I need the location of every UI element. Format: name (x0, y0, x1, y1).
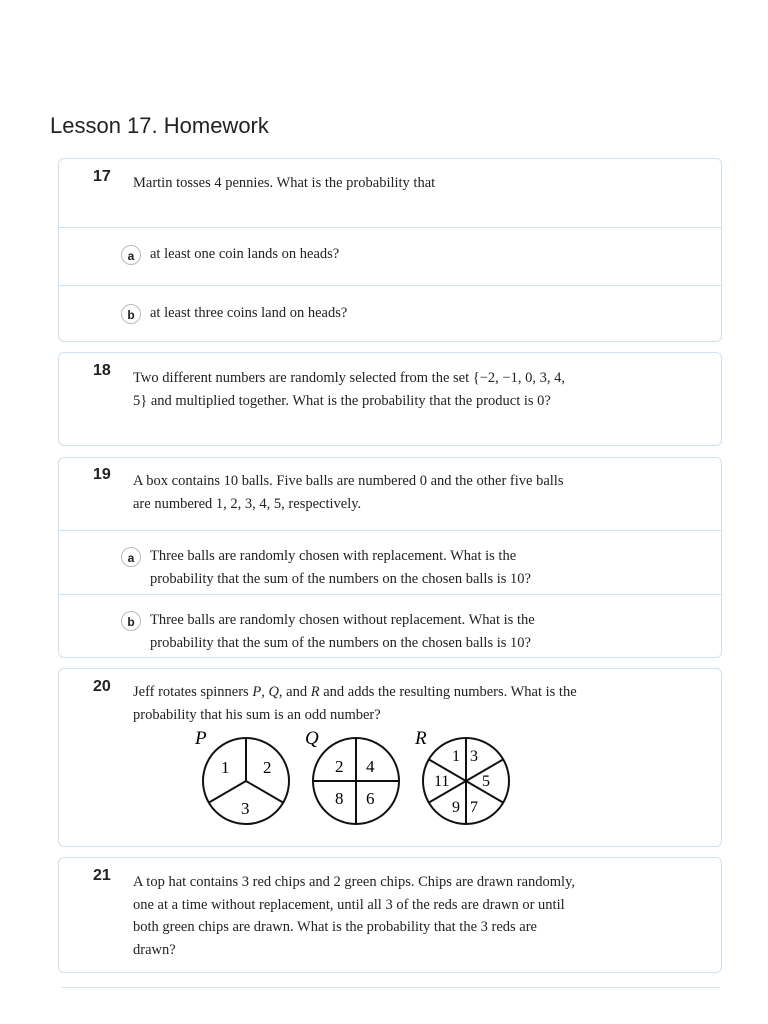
problem-stem (59, 458, 721, 530)
spinners-figure (189, 725, 519, 831)
page-title: Lesson 17. Homework (50, 113, 269, 138)
problem-text: Martin tosses 4 pennies. What is the probability that (133, 175, 436, 191)
problem-stem (59, 159, 721, 227)
part-badge-b: b (121, 304, 141, 324)
problem-text: A box contains 10 balls. Five balls are numbered 0 and the other five balls are numbered 1, 2, 3, 4, 5, respectively. (133, 473, 564, 512)
spinner-number: 6 (366, 789, 375, 808)
part-text: at least three coins land on heads? (150, 305, 348, 321)
problem-number: 20 (93, 678, 111, 695)
spinner-number: 3 (470, 748, 478, 765)
problem-card-18 (58, 352, 722, 446)
spinner-number: 4 (366, 757, 375, 776)
part-badge-b: b (121, 611, 141, 631)
problem-number: 21 (93, 867, 111, 884)
problem-card-20 (58, 668, 722, 847)
spinner-number: 11 (434, 773, 450, 790)
page-divider (62, 987, 720, 988)
var-r: R (310, 684, 320, 700)
part-badge-a: a (121, 245, 141, 265)
part-badge-a: a (121, 547, 141, 567)
part-text: at least one coin lands on heads? (150, 246, 340, 262)
problem-text: A top hat contains 3 red chips and 2 green chips. Chips are drawn randomly, one at a time without replacement, until all 3 of the reds are drawn or until both green chips are drawn. What is the probability that the 3 reds are drawn? (133, 874, 576, 958)
problem-part-b (59, 594, 721, 658)
spinner-number: 8 (335, 789, 344, 808)
problem-text: Jeff rotates spinners P, Q, and R and adds the resulting numbers. What is the probability that his sum is an odd number? (133, 684, 577, 723)
problem-stem (59, 858, 721, 972)
problem-part-b (59, 285, 721, 343)
problem-part-a (59, 227, 721, 285)
problem-number: 17 (93, 168, 111, 185)
spinner-number: 1 (452, 748, 460, 765)
problem-number: 19 (93, 466, 111, 483)
spinner-number: 3 (241, 799, 250, 818)
problem-card-21 (58, 857, 722, 973)
problem-card-17 (58, 158, 722, 342)
part-text: Three balls are randomly chosen without replacement. What is the probability that the sum of the numbers on the chosen balls is 10? (150, 612, 535, 651)
problem-stem (59, 669, 721, 846)
spinner-number: 5 (482, 773, 490, 790)
spinner-number: 1 (221, 758, 230, 777)
problem-card-19 (58, 457, 722, 658)
spinner-number: 7 (470, 799, 478, 816)
problem-part-a (59, 530, 721, 594)
spinner-label-q: Q (305, 728, 319, 749)
spinner-label-p: P (195, 728, 207, 749)
part-text: Three balls are randomly chosen with replacement. What is the probability that the sum of the numbers on the chosen balls is 10? (150, 548, 531, 587)
var-p: P (252, 684, 262, 700)
spinner-label-r: R (415, 728, 427, 749)
spinner-number: 2 (263, 758, 272, 777)
problem-text: Two different numbers are randomly selected from the set {−2, −1, 0, 3, 4, 5} and multiplied together. What is the probability that the product is 0? (133, 370, 565, 409)
spinner-number: 9 (452, 799, 460, 816)
problem-stem (59, 353, 721, 445)
problem-number: 18 (93, 362, 111, 379)
var-q: Q (268, 684, 279, 700)
spinner-number: 2 (335, 757, 344, 776)
